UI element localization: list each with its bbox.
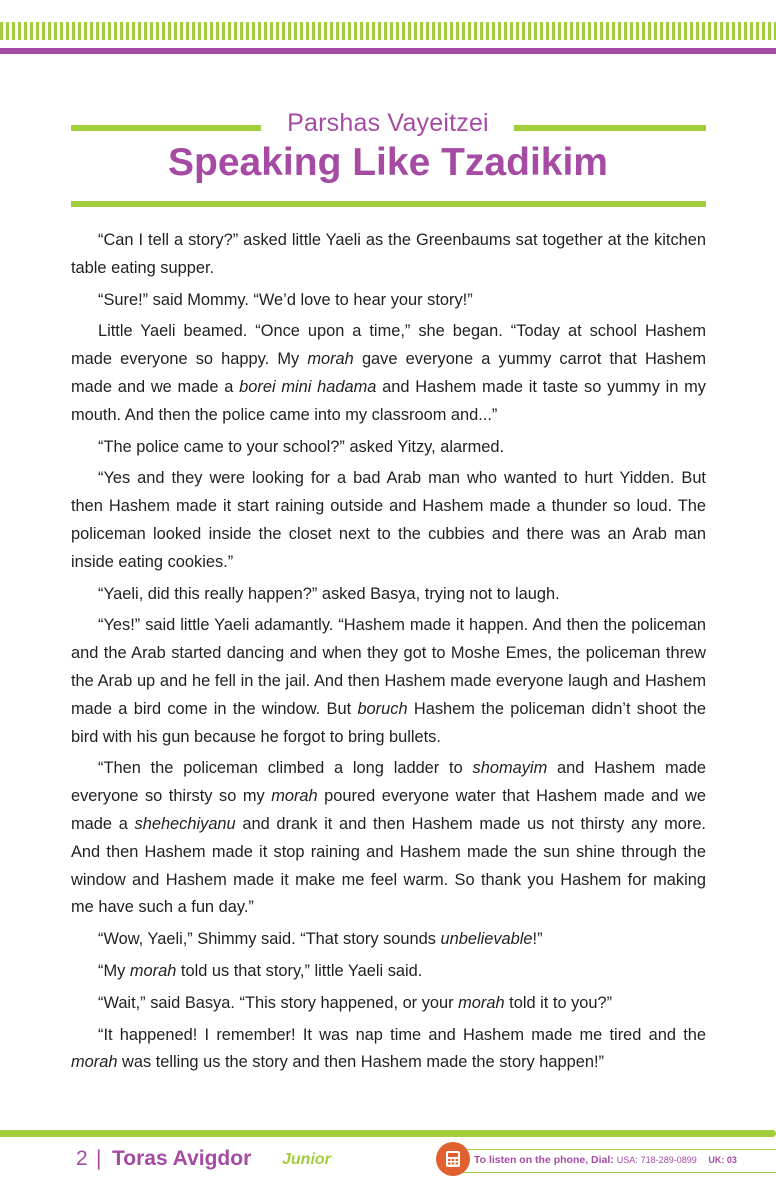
story-paragraph: “Sure!” said Mommy. “We’d love to hear your story!” xyxy=(98,290,473,309)
page-number: 2 xyxy=(76,1147,88,1170)
phone-info xyxy=(474,1154,737,1166)
phone-icon xyxy=(436,1142,470,1176)
usa-number: 718-289-0899 xyxy=(640,1155,697,1165)
story-paragraph: “Wait,” said Basya. “This story happened, or your morah told it to you?” xyxy=(98,993,613,1012)
story-paragraph: “My morah told us that story,” little Yaeli said. xyxy=(98,961,423,980)
usa-label: USA: xyxy=(616,1155,638,1165)
footer-green-bar xyxy=(0,1130,776,1137)
story-paragraph: “Yes!” said little Yaeli adamantly. “Hashem made it happen. And then the policeman and the Arab started dancing and when they got to Moshe Emes, the policeman threw the Arab up and he fell in the jail. And then Hashem made everyone laugh and Hashem made a bird come in the window. But boruch Hashem the policeman didn’t shoot the bird with his gun because he forgot to bring bullets. xyxy=(71,616,706,746)
top-purple-bar xyxy=(0,48,776,54)
heading-rule-bottom xyxy=(71,201,706,207)
footer-separator: | xyxy=(96,1147,102,1170)
story-paragraph: “Then the policeman climbed a long ladder to shomayim and Hashem made everyone so thirsty so my morah poured everyone water that Hashem made and we made a shehechiyanu and drank it and then Hashem made us not thirsty any more. And then Hashem made it stop raining and Hashem made the sun shine through the window and Hashem made it make me feel warm. So thank you Hashem for making me have such a fun day.” xyxy=(71,759,706,917)
story-paragraph: Little Yaeli beamed. “Once upon a time,” she began. “Today at school Hashem made everyone so happy. My morah gave everyone a yummy carrot that Hashem made and we made a borei mini hadama and Hashem made it taste so yummy in my mouth. And then the police came into my classroom and...” xyxy=(71,322,706,424)
phone-label: To listen on the phone, Dial: xyxy=(474,1154,614,1166)
brand-subtitle: Junior xyxy=(282,1151,331,1168)
story-body xyxy=(71,227,706,1081)
story-paragraph: “Can I tell a story?” asked little Yaeli as the Greenbaums sat together at the kitchen table eating supper. xyxy=(71,231,706,277)
top-tick-border xyxy=(0,22,776,40)
story-paragraph: “It happened! I remember! It was nap time and Hashem made me tired and the morah was telling us the story and then Hashem made the story happen!” xyxy=(71,1025,706,1072)
story-paragraph: “Wow, Yaeli,” Shimmy said. “That story sounds unbelievable!” xyxy=(98,930,543,949)
brand-name: Toras Avigdor xyxy=(112,1147,252,1170)
story-paragraph: “Yes and they were looking for a bad Arab man who wanted to hurt Yidden. But then Hashem made it start raining outside and Hashem made a thunder so loud. The policeman looked inside the closet next to the cubbies and there was an Arab man inside eating cookies.” xyxy=(71,469,706,571)
story-paragraph: “The police came to your school?” asked Yitzy, alarmed. xyxy=(98,437,505,456)
page-title: Speaking Like Tzadikim xyxy=(168,141,608,184)
parsha-name: Parshas Vayeitzei xyxy=(287,109,489,137)
story-paragraph: “Yaeli, did this really happen?” asked Basya, trying not to laugh. xyxy=(98,584,560,603)
uk-label: UK: 03 xyxy=(708,1155,737,1165)
